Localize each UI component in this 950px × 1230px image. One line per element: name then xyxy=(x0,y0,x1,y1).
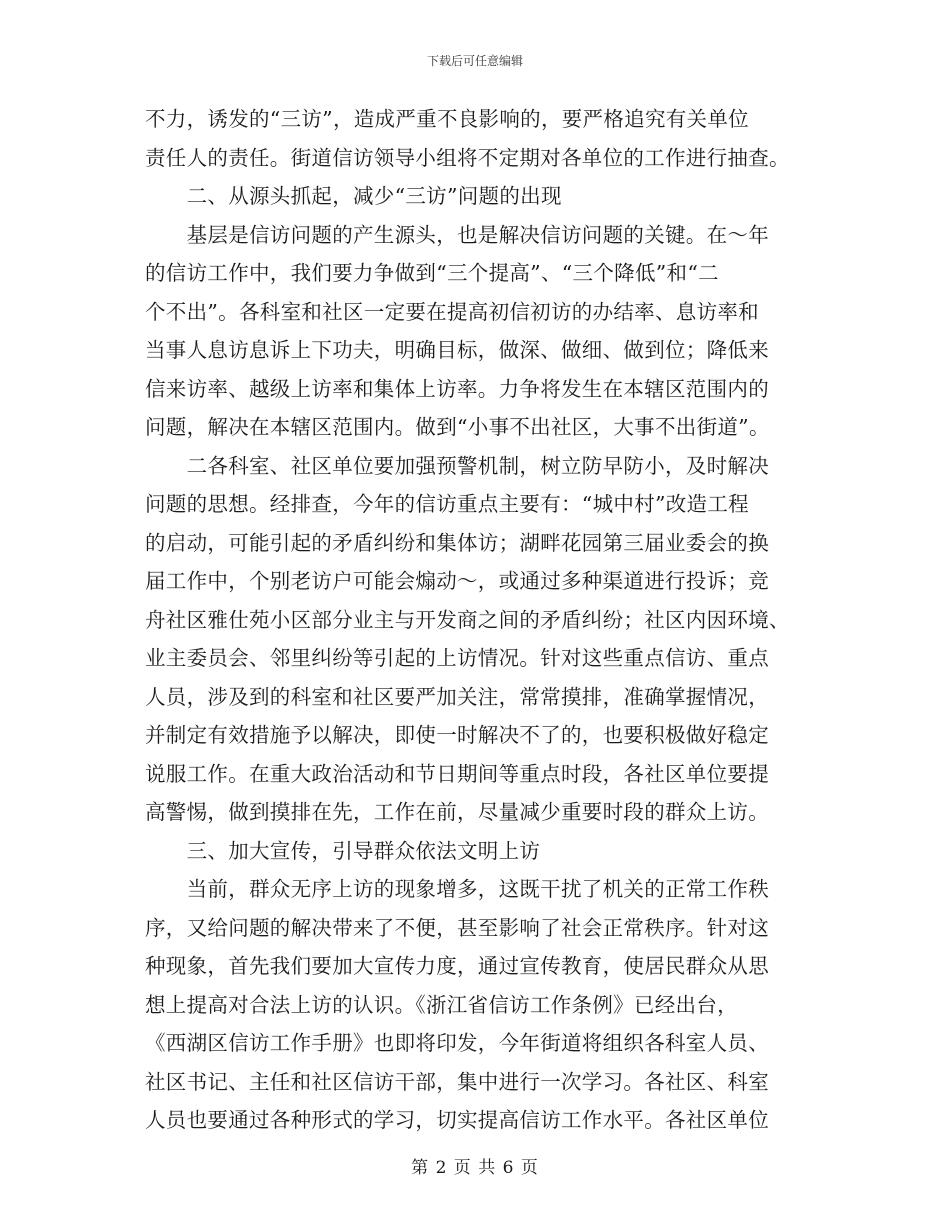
text-line: 业主委员会、邻里纠纷等引起的上访情况。针对这些重点信访、重点 xyxy=(145,646,769,670)
text-line: 的信访工作中，我们要力争做到“三个提高”、“三个降低”和“二 xyxy=(145,261,719,285)
text-line: 人员也要通过各种形式的学习，切实提高信访工作水平。各社区单位 xyxy=(145,1108,769,1132)
page-number-footer: 第 2 页 共 6 页 xyxy=(411,1158,539,1178)
text-line: 人员，涉及到的科室和社区要严加关注，常常摸排，准确掌握情况， xyxy=(145,684,769,709)
text-line: 基层是信访问题的产生源头，也是解决信访问题的关键。在～年 xyxy=(145,222,769,247)
text-line: 说服工作。在重大政治活动和节日期间等重点时段，各社区单位要提 xyxy=(145,761,769,786)
text-line: 届工作中，个别老访户可能会煽动～，或通过多种渠道进行投诉；竞 xyxy=(145,569,769,593)
text-line: 并制定有效措施予以解决，即使一时解决不了的，也要积极做好稳定 xyxy=(145,723,769,747)
text-line: 序，又给问题的解决带来了不便，甚至影响了社会正常秩序。针对这 xyxy=(145,915,769,940)
page-header: 下载后可任意编辑 xyxy=(426,54,523,68)
text-line: 二各科室、社区单位要加强预警机制，树立防早防小，及时解决 xyxy=(145,453,769,478)
text-line: 问题的思想。经排查，今年的信访重点主要有：“城中村”改造工程 xyxy=(145,492,749,516)
text-line: 《西湖区信访工作手册》也即将印发，今年街道将组织各科室人员、 xyxy=(145,1031,769,1055)
text-line: 不力，诱发的“三访”，造成严重不良影响的，要严格追究有关单位 xyxy=(145,107,749,131)
text-line: 的启动，可能引起的矛盾纠纷和集体访；湖畔花园第三届业委会的换 xyxy=(145,530,769,555)
text-line: 问题，解决在本辖区范围内。做到“小事不出社区，大事不出街道”。 xyxy=(145,415,770,439)
text-line: 舟社区雅仕苑小区部分业主与开发商之间的矛盾纠纷；社区内因环境、 xyxy=(145,607,790,632)
document-body xyxy=(145,100,810,1140)
section-heading: 二、从源头抓起，减少“三访”问题的出现 xyxy=(145,184,562,208)
text-line: 想上提高对合法上访的认识。《浙江省信访工作条例》已经出台， xyxy=(145,992,738,1017)
section-heading: 三、加大宣传，引导群众依法文明上访 xyxy=(145,838,541,863)
text-line: 高警惕，做到摸排在先，工作在前，尽量减少重要时段的群众上访。 xyxy=(145,800,769,824)
text-line: 社区书记、主任和社区信访干部，集中进行一次学习。各社区、科室 xyxy=(145,1069,769,1094)
text-line: 当前，群众无序上访的现象增多，这既干扰了机关的正常工作秩 xyxy=(145,877,769,901)
text-line: 个不出”。各科室和社区一定要在提高初信初访的办结率、息访率和 xyxy=(145,299,759,324)
text-line: 当事人息访息诉上下功夫，明确目标，做深、做细、做到位；降低来 xyxy=(145,338,769,362)
text-line: 种现象，首先我们要加大宣传力度，通过宣传教育，使居民群众从思 xyxy=(145,954,769,978)
text-line: 责任人的责任。街道信访领导小组将不定期对各单位的工作进行抽查。 xyxy=(145,145,790,170)
text-line: 信来访率、越级上访率和集体上访率。力争将发生在本辖区范围内的 xyxy=(145,376,769,401)
